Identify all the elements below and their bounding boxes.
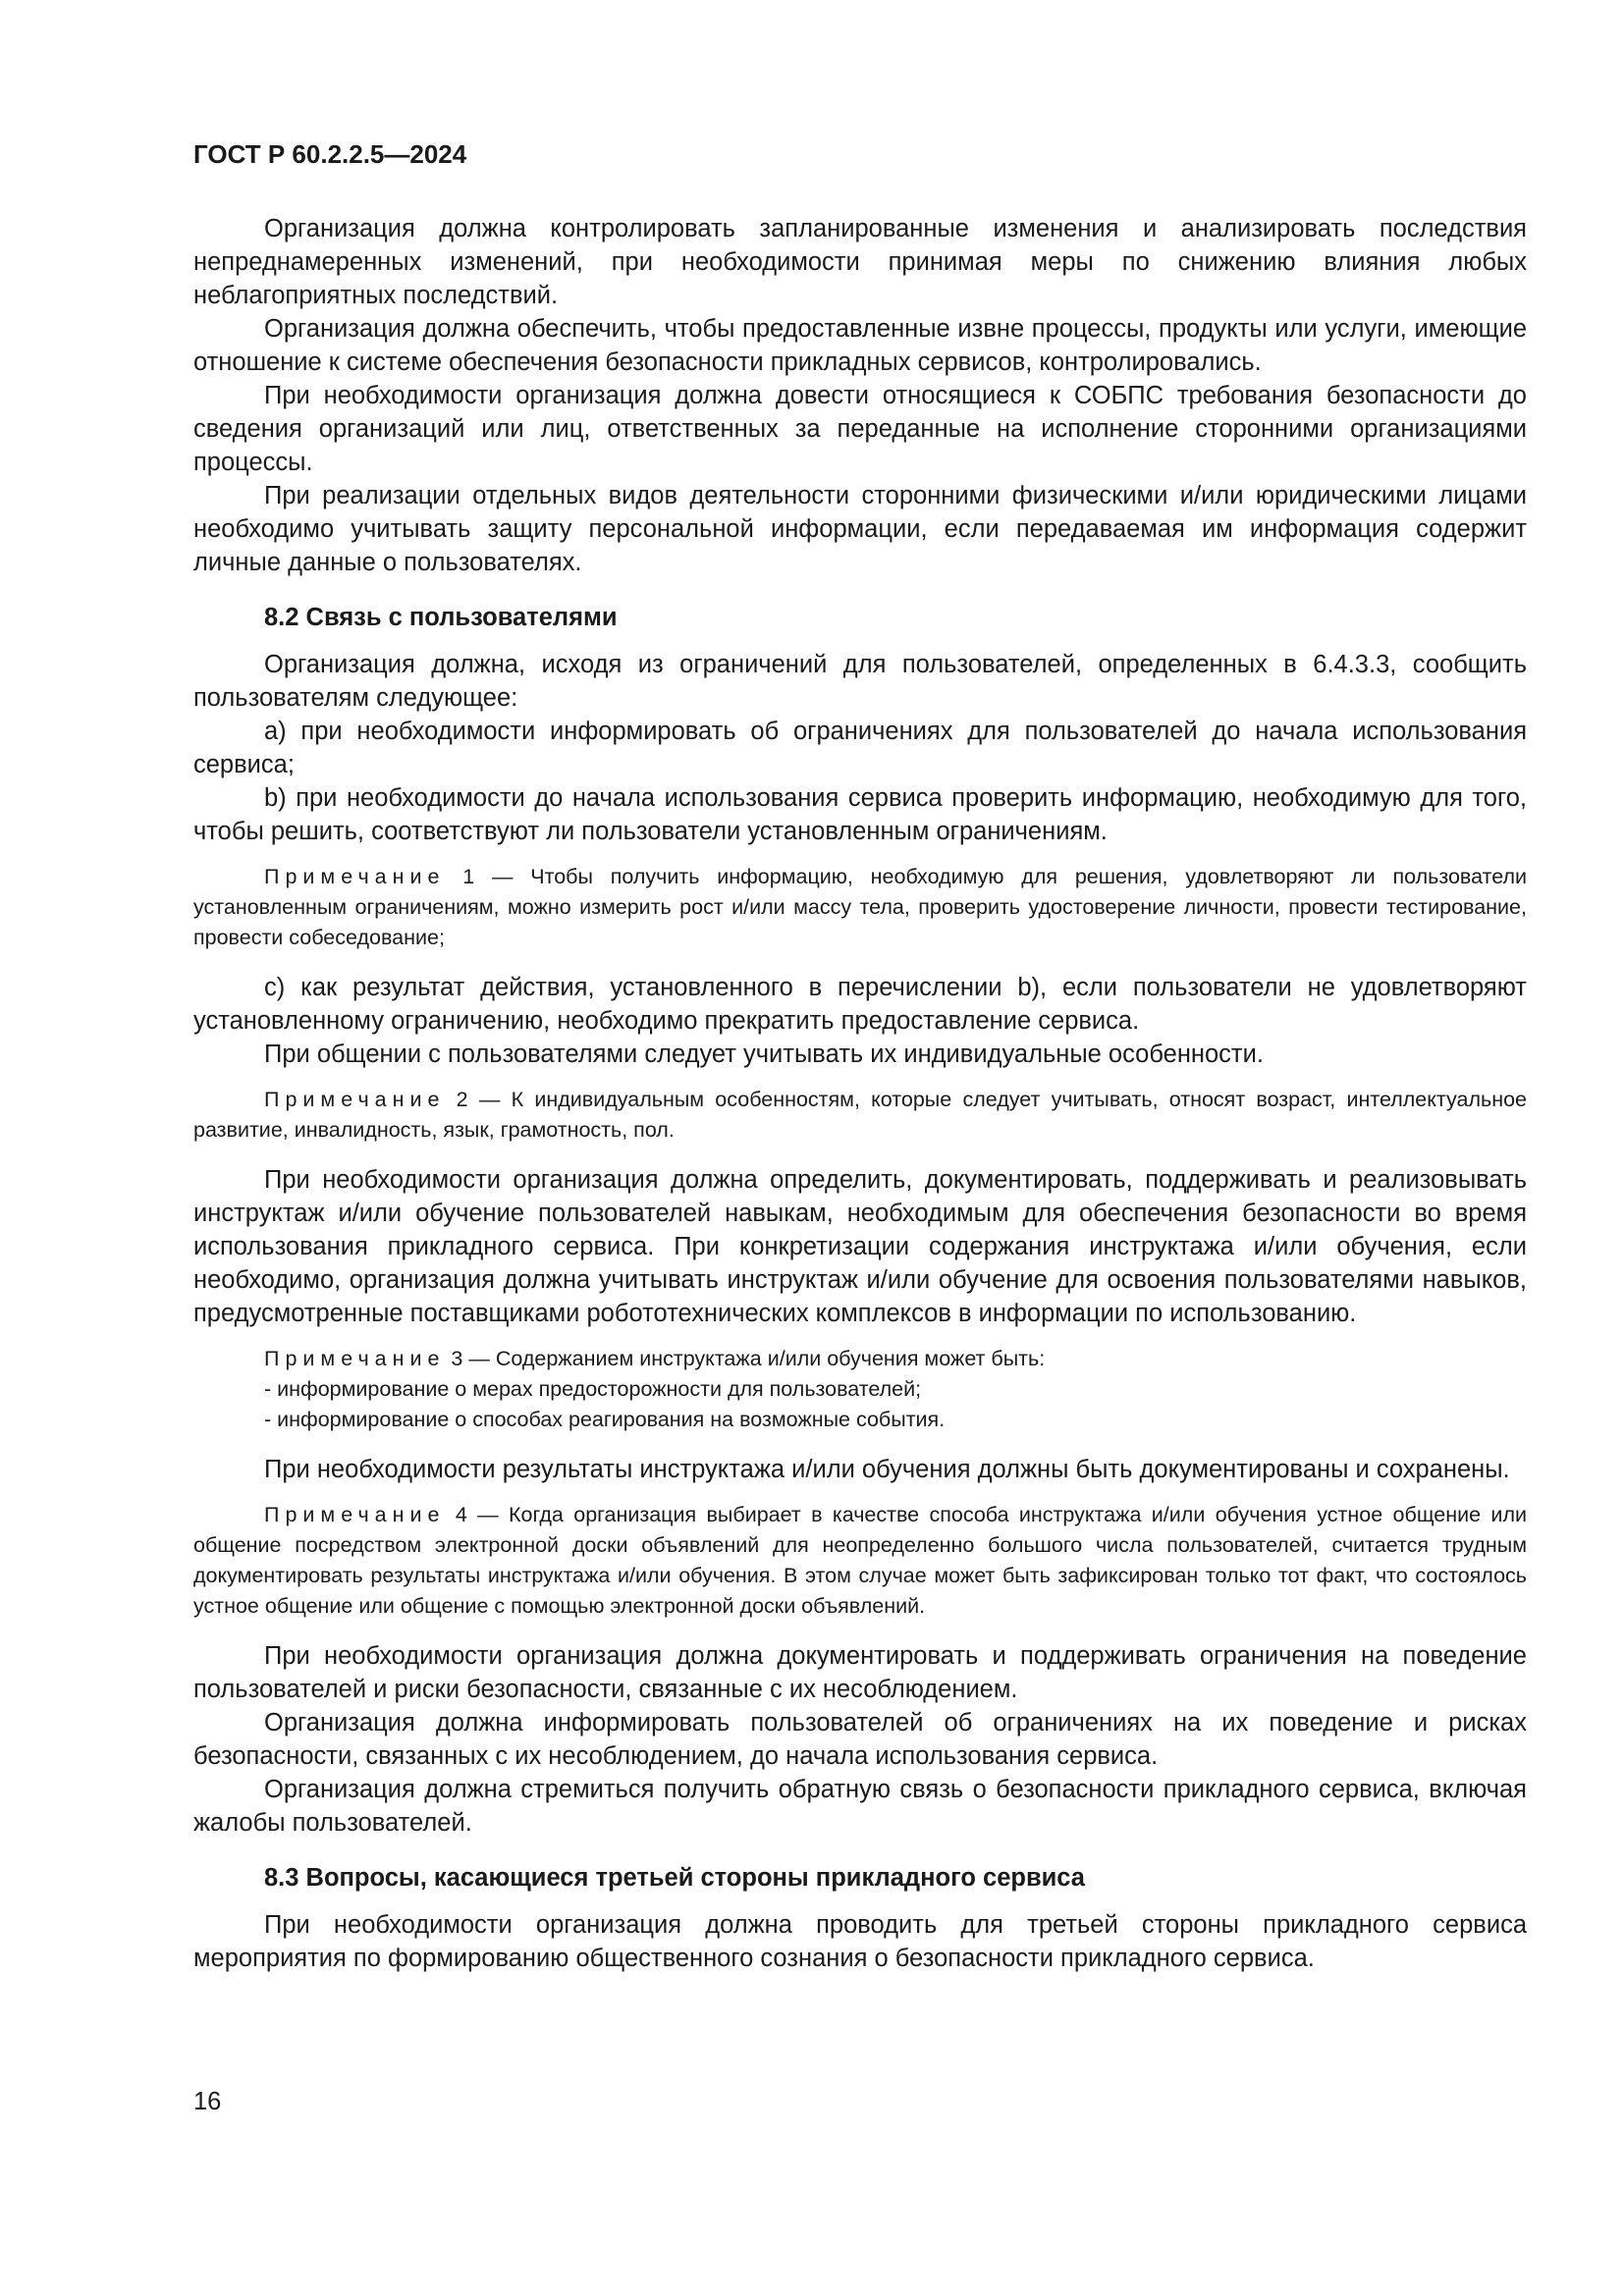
note-label: Примечание: [264, 865, 446, 888]
paragraph: При необходимости организация должна определить, документировать, поддерживать и реализовывать инструктаж и/или обучение пользователей навыкам, необходимым для обеспечения безопасности во время использования прикладного сервиса. При конкретизации содержания инструктажа и/или обучения, если необходимо, организация должна учитывать инструктаж и/или обучение для освоения пользователями навыков, предусмотренные поставщиками робототехнических комплексов в информации по использованию.: [193, 1166, 1527, 1327]
note-label: Примечание: [264, 1503, 446, 1526]
section-heading-8-2: 8.2 Связь с пользователями: [264, 604, 618, 631]
note-label: Примечание: [264, 1347, 446, 1370]
paragraph: При необходимости организация должна проводить для третьей стороны прикладного сервиса мероприятия по формированию общественного сознания о безопасности прикладного сервиса.: [193, 1911, 1527, 1972]
paragraph: При необходимости организация должна документировать и поддерживать ограничения на поведение пользователей и риски безопасности, связанные с их несоблюдением.: [193, 1642, 1527, 1703]
section-heading-8-3: 8.3 Вопросы, касающиеся третьей стороны прикладного сервиса: [264, 1864, 1085, 1892]
note-text: 4 — Когда организация выбирает в качестве способа инструктажа и/или обучения устное общение или общение посредством электронной доски объявлений для неопределенно большого числа пользователей, считается трудным документировать результаты инструктажа и/или обучения. В этом случае может быть зафиксирован только тот факт, что состоялось устное общение или общение с помощью электронной доски объявлений.: [193, 1503, 1527, 1618]
paragraph: При общении с пользователями следует учитывать их индивидуальные особенности.: [264, 1041, 1264, 1068]
note-text: 2 — К индивидуальным особенностям, которые следует учитывать, относят возраст, интеллектуальное развитие, инвалидность, язык, грамотность, пол.: [193, 1088, 1527, 1142]
note-4: [193, 1500, 1527, 1622]
note-1: [193, 862, 1527, 953]
list-item-a: а) при необходимости информировать об ограничениях для пользователей до начала использования сервиса;: [193, 718, 1527, 778]
page-number: 16: [193, 2088, 222, 2115]
note-3-list-item: - информирование о способах реагирования на возможные события.: [264, 1408, 946, 1431]
list-item-b: b) при необходимости до начала использования сервиса проверить информацию, необходимую для того, чтобы решить, соответствуют ли пользователи установленным ограничениям.: [193, 784, 1527, 845]
paragraph: При реализации отдельных видов деятельности сторонними физическими и/или юридическими лицами необходимо учитывать защиту персональной информации, если передаваемая им информация содержит личные данные о пользователях.: [193, 482, 1527, 576]
paragraph: Организация должна информировать пользователей об ограничениях на их поведение и рисках безопасности, связанных с их несоблюдением, до начала использования сервиса.: [193, 1709, 1527, 1770]
document-page: [193, 137, 1527, 1975]
list-item-c: с) как результат действия, установленного в перечислении b), если пользователи не удовлетворяют установленному ограничению, необходимо прекратить предоставление сервиса.: [193, 974, 1527, 1035]
note-3-first-line: [193, 1344, 1527, 1374]
note-text: 3 — Содержанием инструктажа и/или обучения может быть:: [445, 1347, 1046, 1370]
document-header: ГОСТ Р 60.2.2.5—2024: [193, 139, 467, 169]
paragraph: Организация должна, исходя из ограничений для пользователей, определенных в 6.4.3.3, сообщить пользователям следующее:: [193, 651, 1527, 712]
paragraph: Организация должна обеспечить, чтобы предоставленные извне процессы, продукты или услуги, имеющие отношение к системе обеспечения безопасности прикладных сервисов, контролировались.: [193, 315, 1527, 376]
paragraph: Организация должна стремиться получить обратную связь о безопасности прикладного сервиса, включая жалобы пользователей.: [193, 1776, 1527, 1837]
note-3: [193, 1344, 1527, 1435]
note-2: [193, 1085, 1527, 1146]
note-label: Примечание: [264, 1088, 446, 1111]
note-text: 1 — Чтобы получить информацию, необходимую для решения, удовлетворяют ли пользователи установленным ограничениям, можно измерить рост и/или массу тела, проверить удостоверение личности, провести тестирование, провести собеседование;: [193, 865, 1527, 949]
paragraph: Организация должна контролировать запланированные изменения и анализировать последствия непреднамеренных изменений, при необходимости принимая меры по снижению влияния любых неблагоприятных последствий.: [193, 215, 1527, 309]
note-3-list-item: - информирование о мерах предосторожности для пользователей;: [264, 1377, 922, 1401]
paragraph: При необходимости организация должна довести относящиеся к СОБПС требования безопасности до сведения организаций или лиц, ответственных за переданные на исполнение сторонними организациями процессы.: [193, 382, 1527, 476]
paragraph: При необходимости результаты инструктажа и/или обучения должны быть документированы и сохранены.: [264, 1456, 1510, 1483]
